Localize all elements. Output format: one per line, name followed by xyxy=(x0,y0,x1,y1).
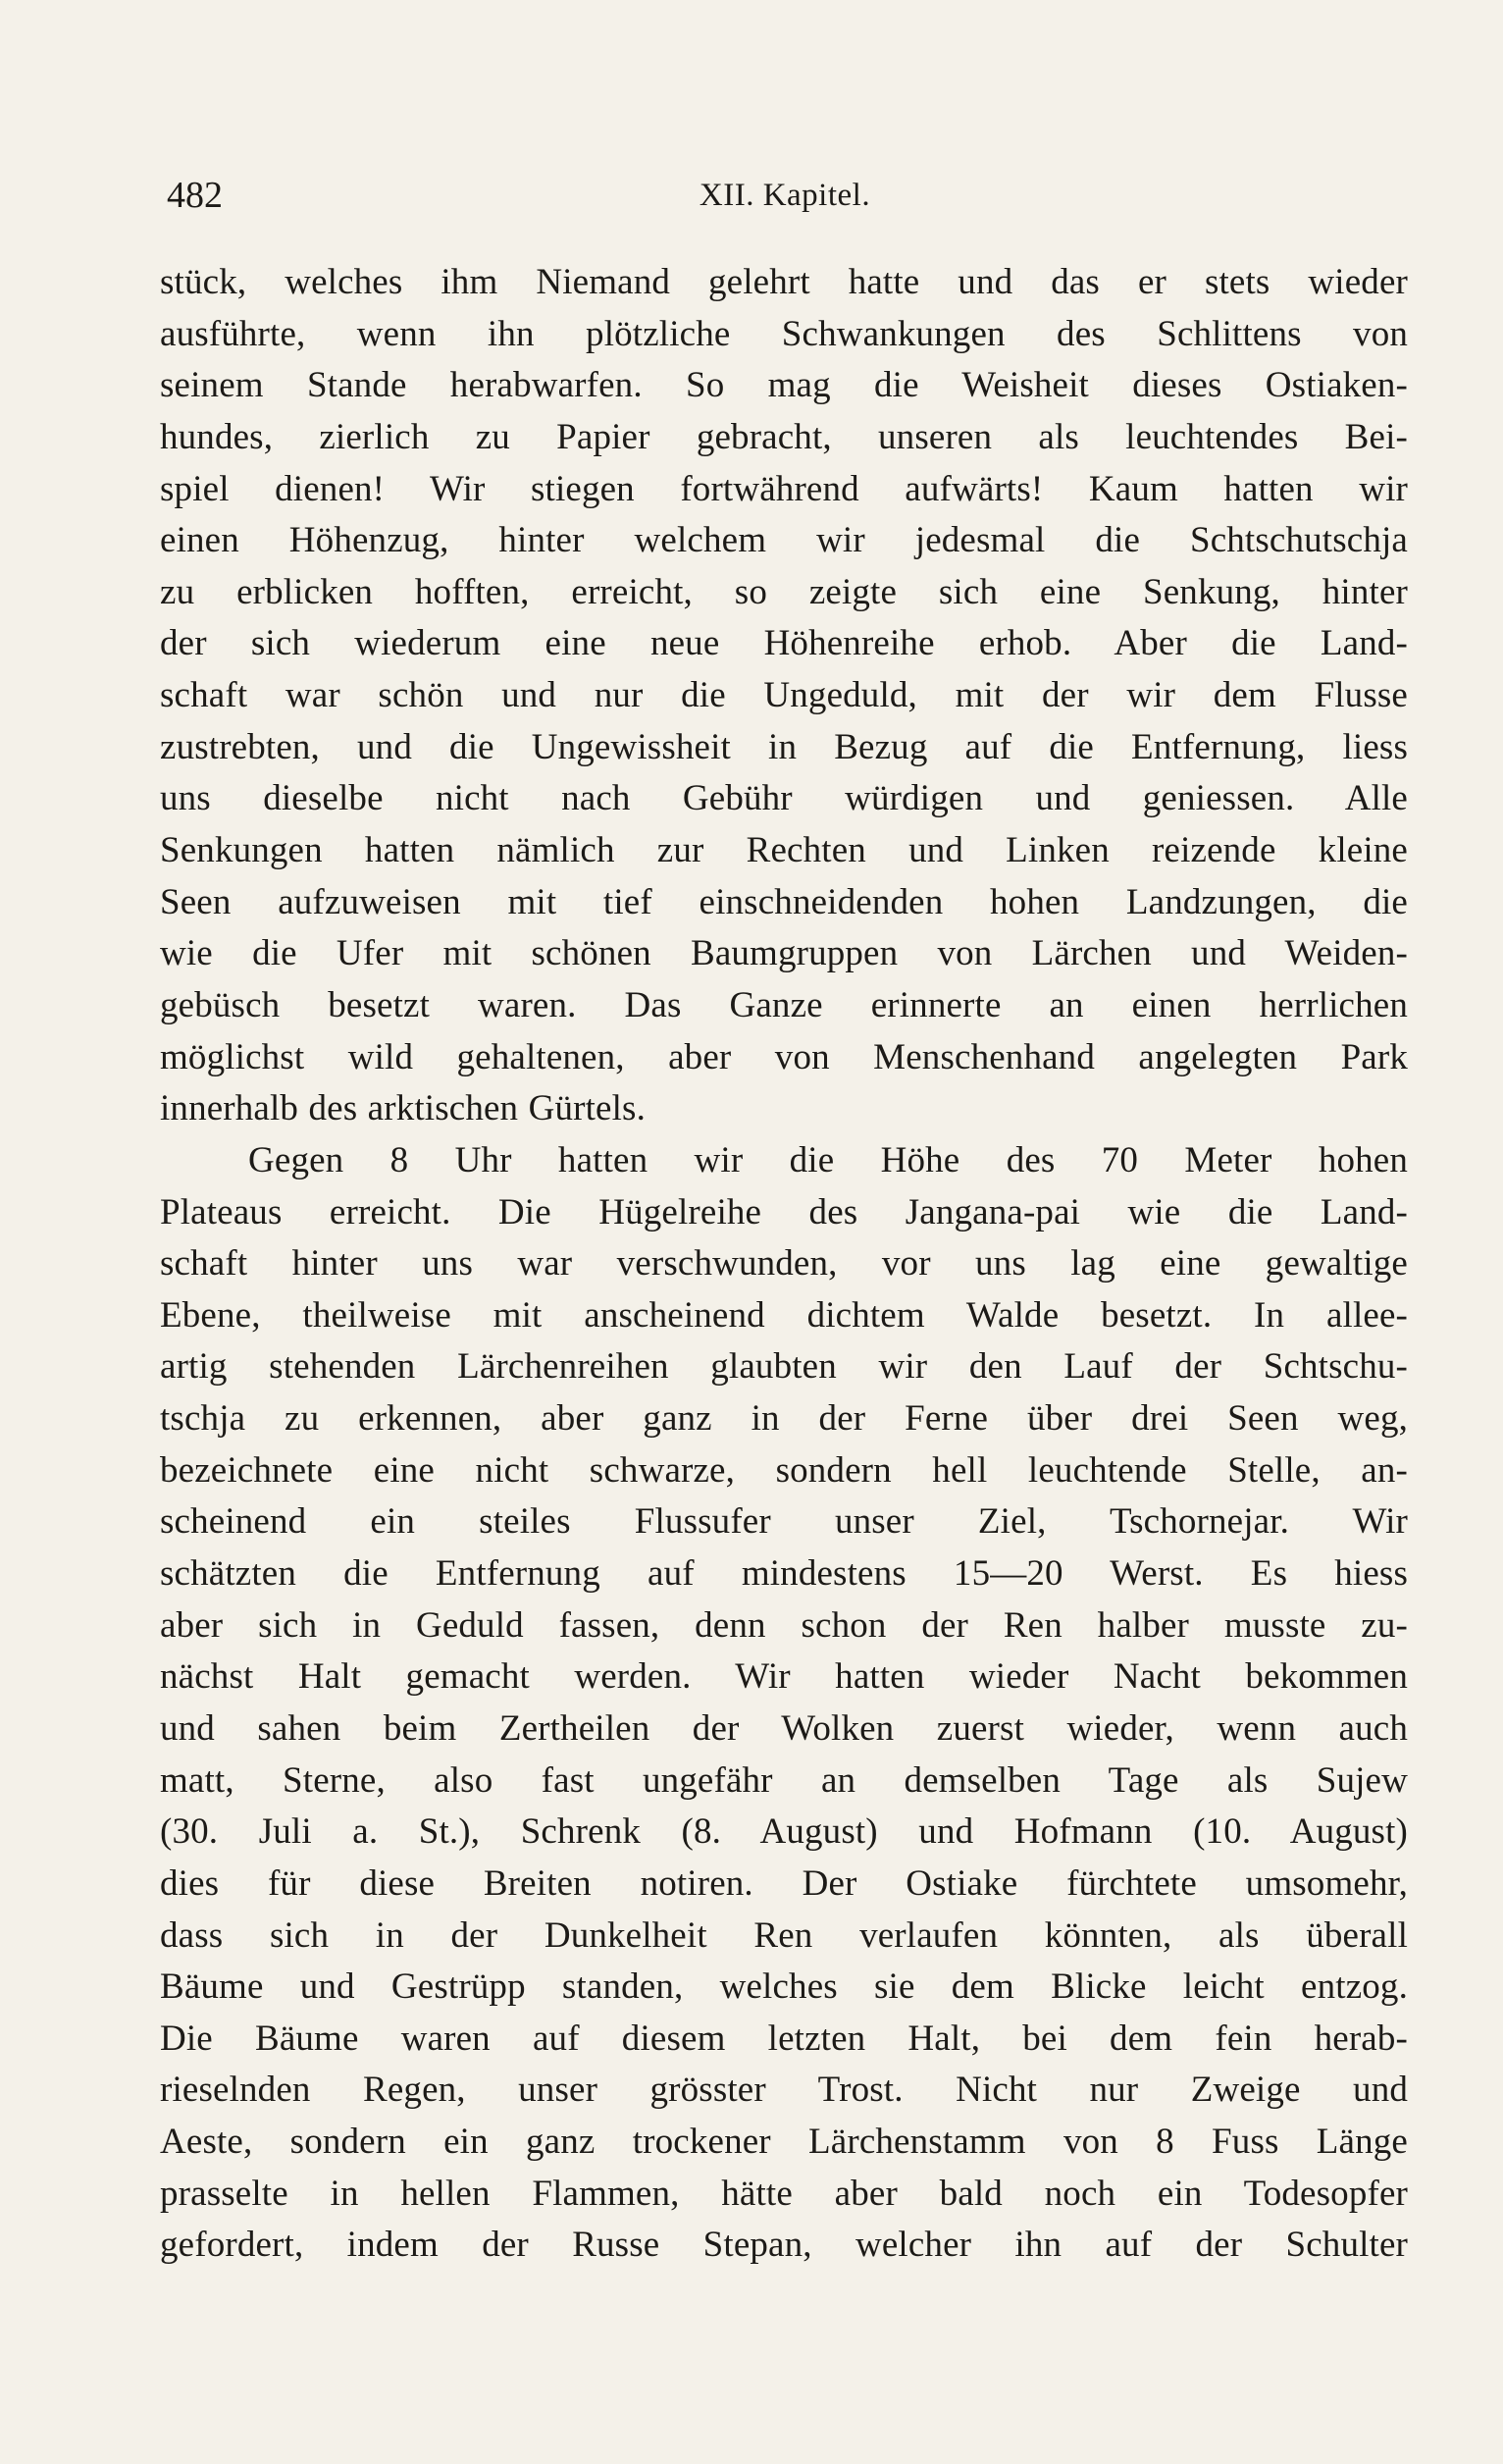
text-line: Plateaus erreicht. Die Hügelreihe des Jangana-pai wie die Land- xyxy=(160,1191,1408,1232)
text-line: artig stehenden Lärchenreihen glaubten wir den Lauf der Schtschu- xyxy=(160,1346,1408,1388)
text-line: nächst Halt gemacht werden. Wir hatten wieder Nacht bekommen xyxy=(160,1656,1408,1698)
paragraph-start-line: Gegen 8 Uhr hatten wir die Höhe des 70 Meter hohen xyxy=(248,1139,1408,1180)
running-header xyxy=(167,171,1403,220)
text-line: wie die Ufer mit schönen Baumgruppen von Lärchen und Weiden- xyxy=(160,933,1408,974)
text-line: der sich wiederum eine neue Höhenreihe erhob. Aber die Land- xyxy=(160,623,1408,664)
text-line: möglichst wild gehaltenen, aber von Menschenhand angelegten Park xyxy=(160,1036,1408,1077)
text-line: einen Höhenzug, hinter welchem wir jedesmal die Schtschutschja xyxy=(160,520,1408,561)
text-line: hundes, zierlich zu Papier gebracht, unseren als leuchtendes Bei- xyxy=(160,416,1408,457)
text-line: seinem Stande herabwarfen. So mag die Weisheit dieses Ostiaken- xyxy=(160,365,1408,406)
text-line: schaft war schön und nur die Ungeduld, mit der wir dem Flusse xyxy=(160,675,1408,716)
text-line: matt, Sterne, also fast ungefähr an demselben Tage als Sujew xyxy=(160,1759,1408,1801)
text-line: uns dieselbe nicht nach Gebühr würdigen und geniessen. Alle xyxy=(160,778,1408,819)
text-line: prasselte in hellen Flammen, hätte aber bald noch ein Todesopfer xyxy=(160,2173,1408,2214)
text-line: tschja zu erkennen, aber ganz in der Ferne über drei Seen weg, xyxy=(160,1398,1408,1440)
text-line: dies für diese Breiten notiren. Der Ostiake fürchtete umsomehr, xyxy=(160,1862,1408,1904)
text-line: Ebene, theilweise mit anscheinend dichtem Walde besetzt. In allee- xyxy=(160,1294,1408,1336)
text-line: Aeste, sondern ein ganz trockener Lärchenstamm von 8 Fuss Länge xyxy=(160,2122,1408,2163)
body-text xyxy=(160,257,1408,2272)
text-line: Bäume und Gestrüpp standen, welches sie dem Blicke leicht entzog. xyxy=(160,1966,1408,2008)
chapter-title: XII. Kapitel. xyxy=(699,178,871,213)
page-number: 482 xyxy=(167,175,223,216)
text-line: rieselnden Regen, unser grösster Trost. Nicht nur Zweige und xyxy=(160,2070,1408,2111)
paragraph-end-line: innerhalb des arktischen Gürtels. xyxy=(160,1088,646,1129)
text-line: scheinend ein steiles Flussufer unser Ziel, Tschornejar. Wir xyxy=(160,1501,1408,1543)
text-line: gebüsch besetzt waren. Das Ganze erinnerte an einen herrlichen xyxy=(160,984,1408,1025)
text-line: aber sich in Geduld fassen, denn schon der Ren halber musste zu- xyxy=(160,1604,1408,1646)
text-line: schätzten die Entfernung auf mindestens 15—20 Werst. Es hiess xyxy=(160,1553,1408,1595)
text-line: gefordert, indem der Russe Stepan, welcher ihn auf der Schulter xyxy=(160,2225,1408,2266)
text-line: zustrebten, und die Ungewissheit in Bezug auf die Entfernung, liess xyxy=(160,726,1408,767)
text-line: (30. Juli a. St.), Schrenk (8. August) und Hofmann (10. August) xyxy=(160,1811,1408,1853)
text-line: Senkungen hatten nämlich zur Rechten und Linken reizende kleine xyxy=(160,830,1408,871)
text-line: dass sich in der Dunkelheit Ren verlaufen könnten, als überall xyxy=(160,1914,1408,1956)
text-line: Die Bäume waren auf diesem letzten Halt, bei dem fein herab- xyxy=(160,2018,1408,2059)
text-line: spiel dienen! Wir stiegen fortwährend aufwärts! Kaum hatten wir xyxy=(160,468,1408,509)
text-line: Seen aufzuweisen mit tief einschneidenden hohen Landzungen, die xyxy=(160,881,1408,922)
text-line: stück, welches ihm Niemand gelehrt hatte und das er stets wieder xyxy=(160,262,1408,302)
text-line: und sahen beim Zertheilen der Wolken zuerst wieder, wenn auch xyxy=(160,1707,1408,1749)
text-line: bezeichnete eine nicht schwarze, sondern hell leuchtende Stelle, an- xyxy=(160,1449,1408,1491)
text-line: schaft hinter uns war verschwunden, vor uns lag eine gewaltige xyxy=(160,1243,1408,1284)
text-line: ausführte, wenn ihn plötzliche Schwankungen des Schlittens von xyxy=(160,313,1408,354)
text-line: zu erblicken hofften, erreicht, so zeigte sich eine Senkung, hinter xyxy=(160,571,1408,612)
